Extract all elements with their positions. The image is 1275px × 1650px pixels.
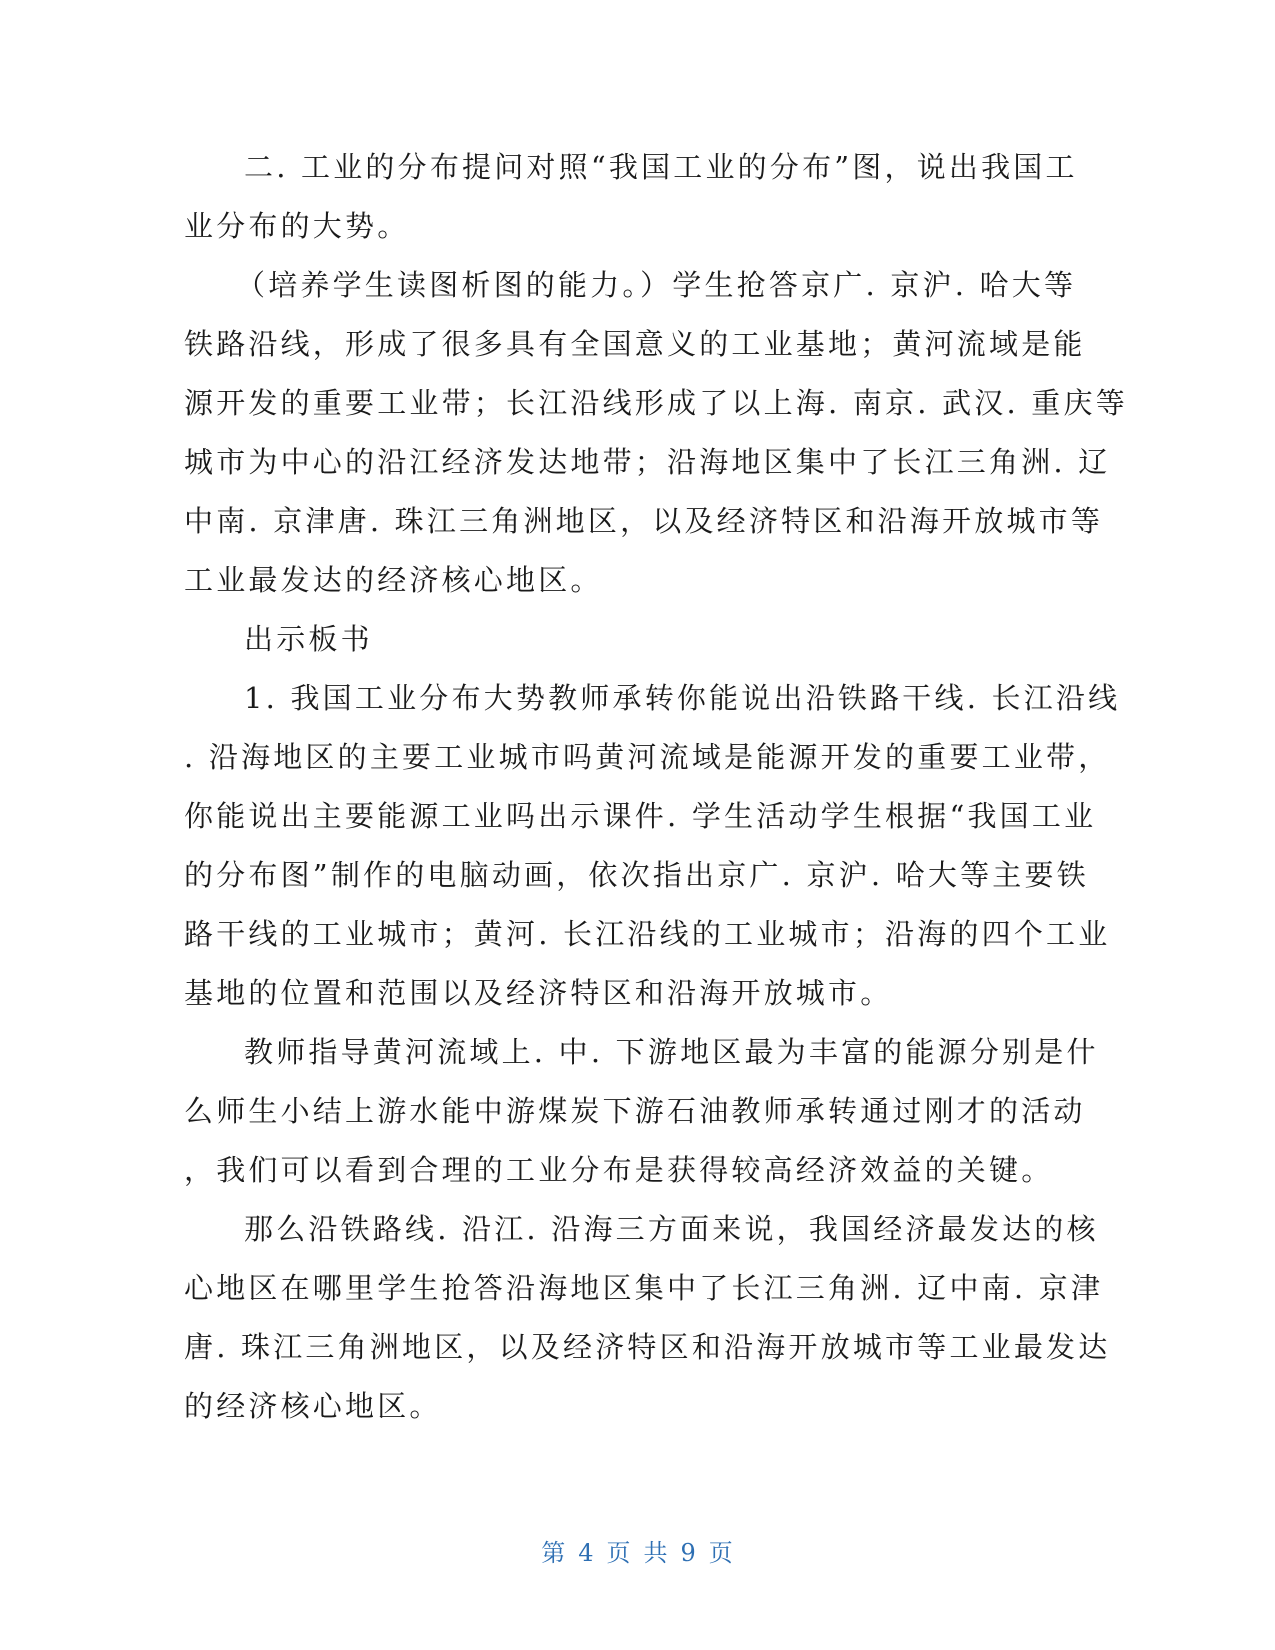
text-line: 城市为中心的沿江经济发达地带；沿海地区集中了长江三角洲. 辽 bbox=[184, 445, 1111, 479]
footer-page-number: 4 bbox=[578, 1539, 595, 1567]
text-line: 那么沿铁路线. 沿江. 沿海三方面来说，我国经济最发达的核 bbox=[244, 1212, 1099, 1246]
paragraph-core-regions bbox=[184, 1200, 1111, 1436]
text-line: 二. 工业的分布提问对照“我国工业的分布”图，说出我国工 bbox=[244, 150, 1078, 184]
paragraph-distribution-trend bbox=[184, 669, 1121, 1023]
paragraph-blackboard bbox=[184, 610, 1074, 669]
text-line: 铁路沿线，形成了很多具有全国意义的工业基地；黄河流域是能 bbox=[184, 327, 1086, 361]
text-line: 心地区在哪里学生抢答沿海地区集中了长江三角洲. 辽中南. 京津 bbox=[184, 1271, 1104, 1305]
text-line: 工业最发达的经济核心地区。 bbox=[184, 563, 603, 597]
text-line: 的分布图”制作的电脑动画，依次指出京广. 京沪. 哈大等主要铁 bbox=[184, 858, 1089, 892]
text-line: 教师指导黄河流域上. 中. 下游地区最为丰富的能源分别是什 bbox=[244, 1035, 1099, 1069]
text-line: 1. 我国工业分布大势教师承转你能说出沿铁路干线. 长江沿线 bbox=[244, 681, 1121, 715]
text-line: 路干线的工业城市；黄河. 长江沿线的工业城市；沿海的四个工业 bbox=[184, 917, 1111, 951]
text-line: 基地的位置和范围以及经济特区和沿海开放城市。 bbox=[184, 976, 893, 1010]
paragraph-teacher-guidance bbox=[184, 1023, 1099, 1200]
text-line: 业分布的大势。 bbox=[184, 209, 410, 243]
footer-gong: 共 bbox=[643, 1539, 669, 1567]
page-footer bbox=[0, 1533, 1275, 1568]
text-line: 中南. 京津唐. 珠江三角洲地区，以及经济特区和沿海开放城市等 bbox=[184, 504, 1104, 538]
footer-total-pages: 9 bbox=[680, 1539, 697, 1567]
text-line: ，我们可以看到合理的工业分布是获得较高经济效益的关键。 bbox=[184, 1153, 1054, 1187]
text-line: . 沿海地区的主要工业城市吗黄河流域是能源开发的重要工业带， bbox=[184, 740, 1111, 774]
document-body bbox=[184, 138, 1128, 1436]
footer-ye: 页 bbox=[606, 1539, 632, 1567]
footer-ye2: 页 bbox=[708, 1539, 734, 1567]
footer-di: 第 bbox=[541, 1539, 567, 1567]
paragraph-industry-distribution bbox=[184, 138, 1078, 256]
text-line: （培养学生读图析图的能力。）学生抢答京广. 京沪. 哈大等 bbox=[236, 268, 1077, 302]
text-line: 出示板书 bbox=[244, 622, 373, 656]
paragraph-student-answer bbox=[184, 256, 1128, 610]
text-line: 源开发的重要工业带；长江沿线形成了以上海. 南京. 武汉. 重庆等 bbox=[184, 386, 1128, 420]
text-line: 么师生小结上游水能中游煤炭下游石油教师承转通过刚才的活动 bbox=[184, 1094, 1086, 1128]
text-line: 的经济核心地区。 bbox=[184, 1389, 442, 1423]
text-line: 你能说出主要能源工业吗出示课件. 学生活动学生根据“我国工业 bbox=[184, 799, 1097, 833]
text-line: 唐. 珠江三角洲地区，以及经济特区和沿海开放城市等工业最发达 bbox=[184, 1330, 1111, 1364]
